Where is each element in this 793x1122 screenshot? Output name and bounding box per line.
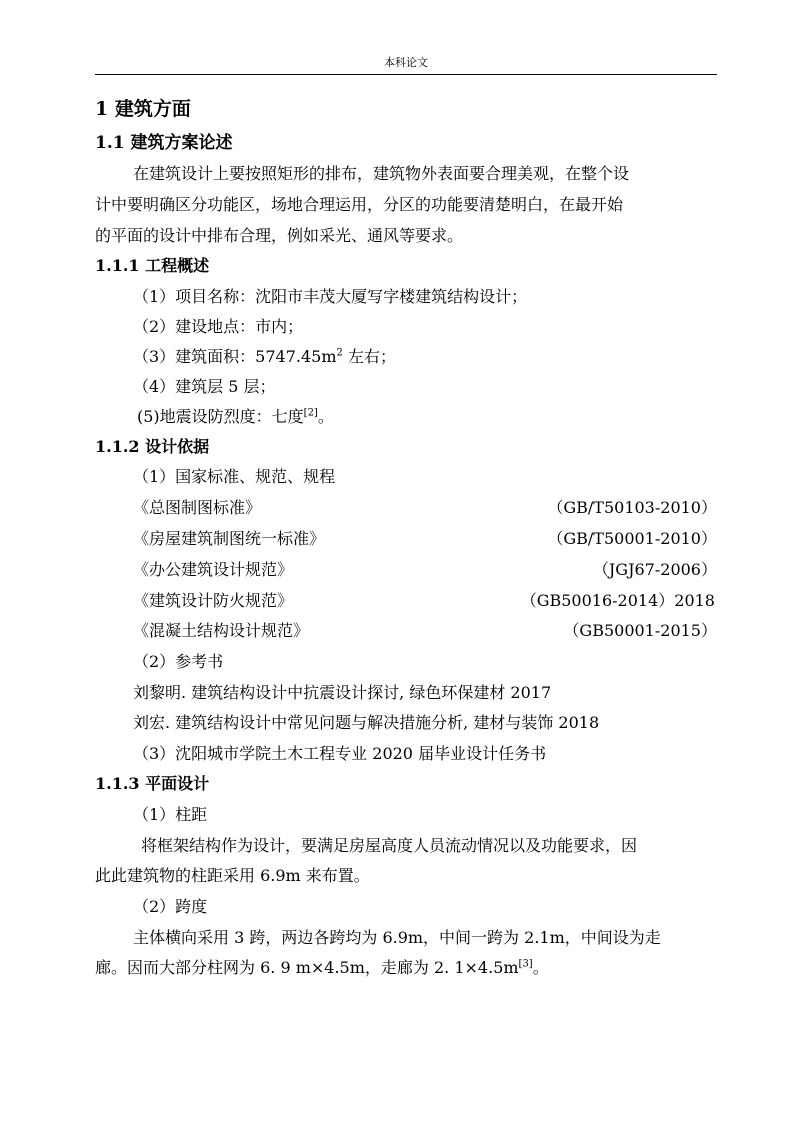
list-heading: （2）跨度 xyxy=(133,897,208,916)
standard-code: （GB/T50001-2010） xyxy=(547,529,717,548)
standard-name: 《总图制图标准》 xyxy=(133,498,262,517)
list-item: （2）建设地点：市内； xyxy=(133,317,304,336)
paragraph-line: 主体横向采用 3 跨，两边各跨均为 6.9m，中间一跨为 2.1m，中间设为走 xyxy=(133,928,661,947)
list-heading: （1）国家标准、规范、规程 xyxy=(133,467,336,486)
section-heading-1-1-3: 1.1.3 平面设计 xyxy=(95,774,210,793)
paragraph-line: 计中要明确区分功能区，场地合理运用，分区的功能要清楚明白，在最开始 xyxy=(95,195,624,214)
paragraph-line: 在建筑设计上要按照矩形的排布，建筑物外表面要合理美观，在整个设 xyxy=(133,164,630,183)
standard-code: （GB/T50103-2010） xyxy=(547,498,717,517)
citation-ref: [2] xyxy=(303,407,318,419)
standard-name: 《房屋建筑制图统一标准》 xyxy=(133,529,326,548)
reference-item: 刘黎明. 建筑结构设计中抗震设计探讨, 绿色环保建材 2017 xyxy=(133,683,552,702)
paragraph-line: 的平面的设计中排布合理，例如采光、通风等要求。 xyxy=(95,226,464,245)
paragraph-line: 将框架结构作为设计，要满足房屋高度人员流动情况以及功能要求，因 xyxy=(141,836,638,855)
citation-ref: [3] xyxy=(518,958,533,970)
superscript: 2 xyxy=(336,347,343,359)
section-heading-1-1: 1.1 建筑方案论述 xyxy=(95,133,233,153)
paragraph-line: 廊。因而大部分柱网为 6. 9 m×4.5m，走廊为 2. 1×4.5m[3]。 xyxy=(95,958,549,977)
standard-name: 《办公建筑设计规范》 xyxy=(133,560,294,579)
section-heading-1: 1 建筑方面 xyxy=(95,98,191,120)
list-heading: （3）沈阳城市学院土木工程专业 2020 届毕业设计任务书 xyxy=(133,744,547,763)
list-item: （3）建筑面积：$5747.45m^2$ 左右； xyxy=(133,347,396,366)
list-item: (5)地震设防烈度：七度[2]。 xyxy=(137,407,334,426)
paragraph-line: 此此建筑物的柱距采用 6.9m 来布置。 xyxy=(95,866,370,885)
header-rule xyxy=(95,74,717,75)
page-header: 本科论文 xyxy=(384,56,428,69)
standard-code: （GB50016-2014）2018 xyxy=(520,591,715,610)
section-heading-1-1-1: 1.1.1 工程概述 xyxy=(95,256,210,275)
list-item: （4）建筑层 5 层； xyxy=(133,377,276,396)
standard-name: 《混凝土结构设计规范》 xyxy=(133,621,310,640)
standard-code: （GB50001-2015） xyxy=(563,621,717,640)
section-heading-1-1-2: 1.1.2 设计依据 xyxy=(95,437,210,456)
list-heading: （2）参考书 xyxy=(133,652,224,671)
list-item: （1）项目名称：沈阳市丰茂大厦写字楼建筑结构设计； xyxy=(133,287,528,306)
reference-item: 刘宏. 建筑结构设计中常见问题与解决措施分析, 建材与装饰 2018 xyxy=(133,713,600,732)
list-heading: （1）柱距 xyxy=(133,805,208,824)
standard-code: （JGJ67-2006） xyxy=(592,560,717,579)
standard-name: 《建筑设计防火规范》 xyxy=(133,591,294,610)
